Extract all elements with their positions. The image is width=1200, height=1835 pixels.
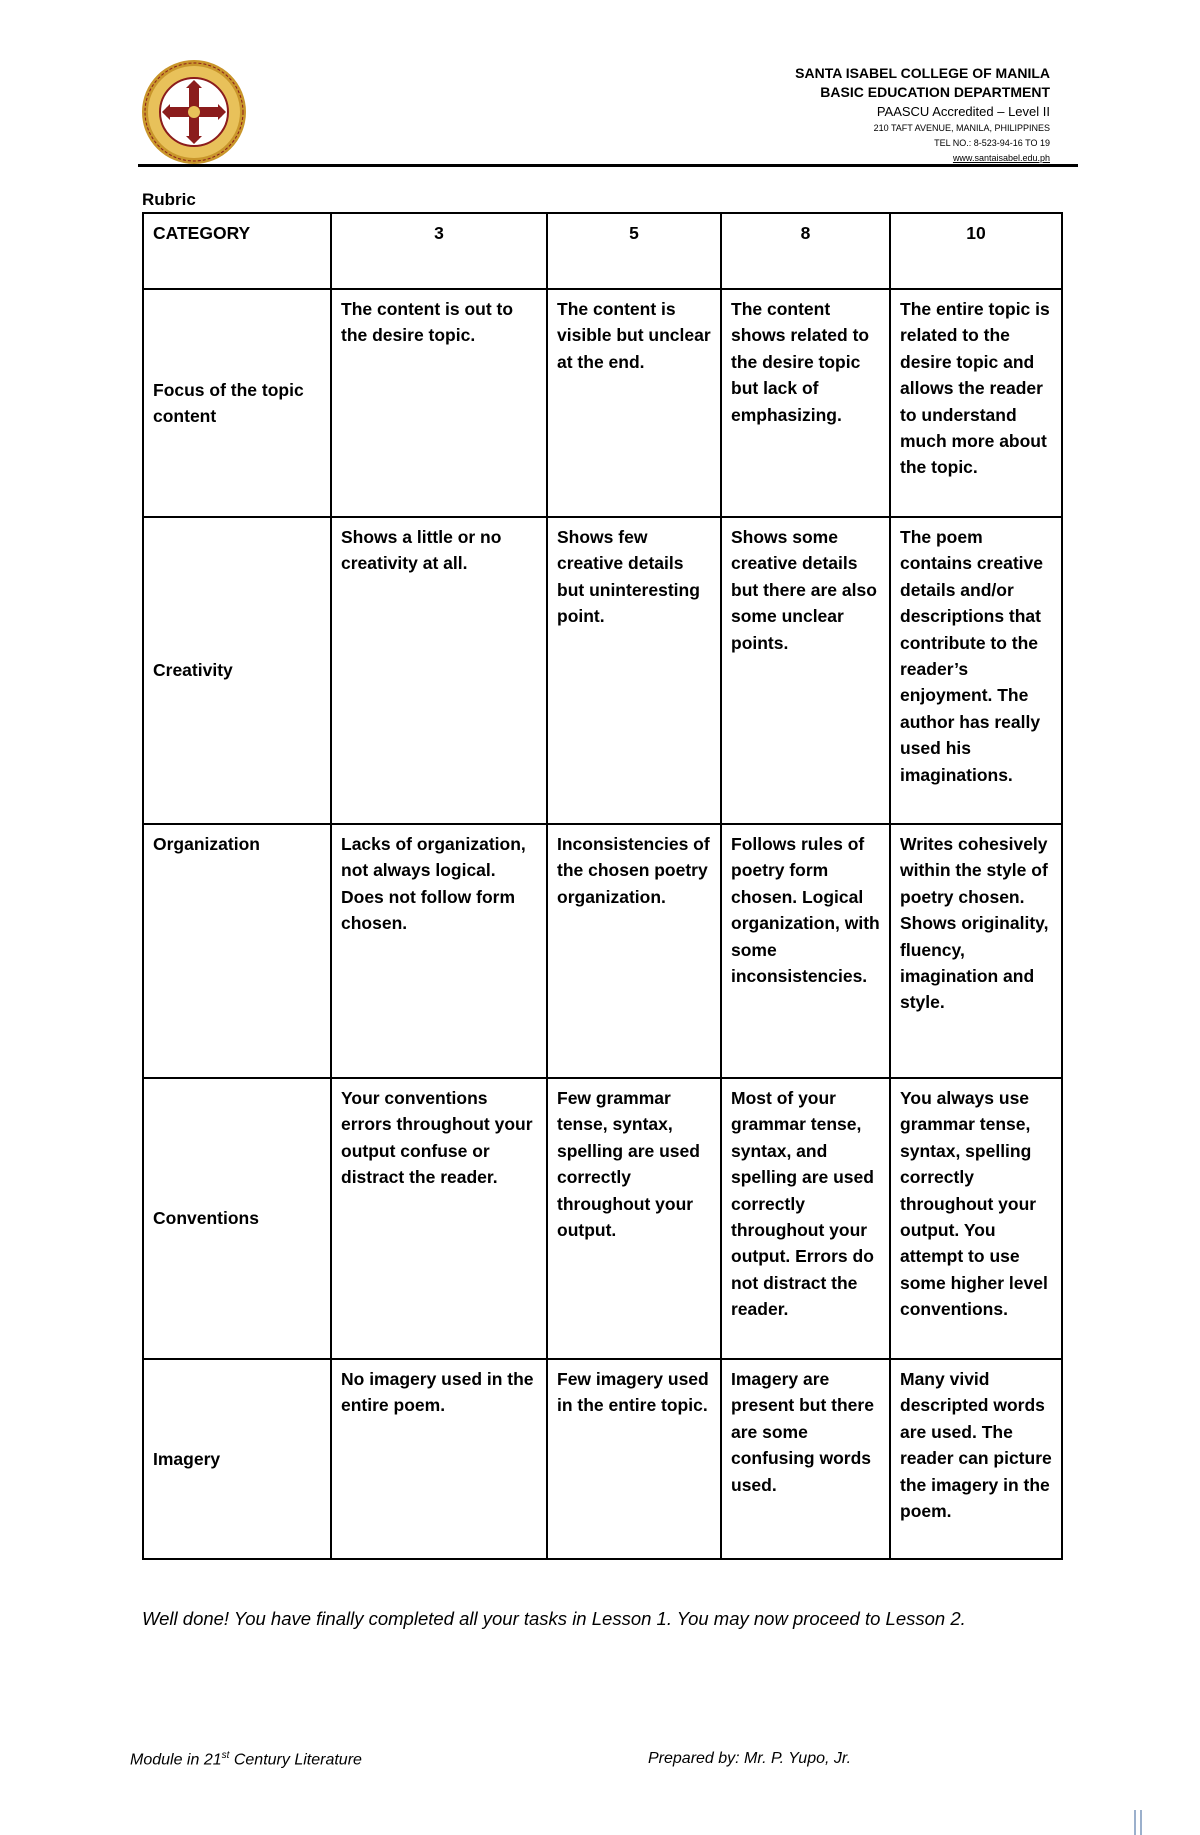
criteria-cell: Shows few creative details but uninteresting point. bbox=[547, 517, 721, 824]
phone-number: TEL NO.: 8-523-94-16 TO 19 bbox=[934, 138, 1050, 148]
criteria-cell: Most of your grammar tense, syntax, and spelling are used correctly throughout your output. Errors do not distract the reader. bbox=[721, 1078, 890, 1359]
category-cell: Focus of the topic content bbox=[143, 289, 331, 517]
criteria-cell: No imagery used in the entire poem. bbox=[331, 1359, 547, 1559]
school-header bbox=[795, 64, 1050, 166]
column-header-score: 10 bbox=[890, 213, 1062, 289]
category-cell: Imagery bbox=[143, 1359, 331, 1559]
category-cell: Organization bbox=[143, 824, 331, 1078]
page-edge-mark bbox=[1134, 1810, 1142, 1835]
criteria-cell: Writes cohesively within the style of poetry chosen. Shows originality, fluency, imagination and style. bbox=[890, 824, 1062, 1078]
school-name: SANTA ISABEL COLLEGE OF MANILA bbox=[795, 65, 1050, 81]
department-name: BASIC EDUCATION DEPARTMENT bbox=[820, 84, 1050, 100]
criteria-cell: Follows rules of poetry form chosen. Logical organization, with some inconsistencies. bbox=[721, 824, 890, 1078]
category-cell: Creativity bbox=[143, 517, 331, 824]
table-row bbox=[143, 824, 1062, 1078]
criteria-cell: Few grammar tense, syntax, spelling are used correctly throughout your output. bbox=[547, 1078, 721, 1359]
footer-module-prefix: Module in 21 bbox=[130, 1751, 222, 1769]
rubric-header-row bbox=[143, 213, 1062, 289]
footer-module-title bbox=[130, 1750, 362, 1769]
closing-note: Well done! You have finally completed all your tasks in Lesson 1. You may now proceed to Lesson 2. bbox=[142, 1608, 966, 1629]
table-row bbox=[143, 1078, 1062, 1359]
table-row bbox=[143, 289, 1062, 517]
footer-module-suffix: Century Literature bbox=[229, 1751, 362, 1769]
criteria-cell: Shows a little or no creativity at all. bbox=[331, 517, 547, 824]
footer-module-superscript: st bbox=[221, 1750, 230, 1761]
criteria-cell: Many vivid descripted words are used. The reader can picture the imagery in the poem. bbox=[890, 1359, 1062, 1559]
criteria-cell: The content is out to the desire topic. bbox=[331, 289, 547, 517]
column-header-score: 3 bbox=[331, 213, 547, 289]
category-cell: Conventions bbox=[143, 1078, 331, 1359]
website-link[interactable]: www.santaisabel.edu.ph bbox=[952, 153, 1050, 163]
criteria-cell: Your conventions errors throughout your output confuse or distract the reader. bbox=[331, 1078, 547, 1359]
table-row bbox=[143, 517, 1062, 824]
header-divider bbox=[138, 164, 1078, 167]
column-header-score: 8 bbox=[721, 213, 890, 289]
criteria-cell: Shows some creative details but there are also some unclear points. bbox=[721, 517, 890, 824]
criteria-cell: Lacks of organization, not always logical. Does not follow form chosen. bbox=[331, 824, 547, 1078]
criteria-cell: The content is visible but unclear at the end. bbox=[547, 289, 721, 517]
rubric-heading: Rubric bbox=[142, 190, 196, 209]
criteria-cell: The entire topic is related to the desire topic and allows the reader to understand much more about the topic. bbox=[890, 289, 1062, 517]
criteria-cell: You always use grammar tense, syntax, spelling correctly throughout your output. You attempt to use some higher level conventions. bbox=[890, 1078, 1062, 1359]
criteria-cell: The poem contains creative details and/or descriptions that contribute to the reader’s enjoyment. The author has really used his imaginations. bbox=[890, 517, 1062, 824]
school-seal-logo bbox=[140, 58, 248, 166]
table-row bbox=[143, 1359, 1062, 1559]
accreditation: PAASCU Accredited – Level II bbox=[876, 104, 1050, 119]
rubric-table bbox=[142, 212, 1063, 1560]
criteria-cell: The content shows related to the desire topic but lack of emphasizing. bbox=[721, 289, 890, 517]
criteria-cell: Inconsistencies of the chosen poetry organization. bbox=[547, 824, 721, 1078]
column-header-category: CATEGORY bbox=[143, 213, 331, 289]
criteria-cell: Few imagery used in the entire topic. bbox=[547, 1359, 721, 1559]
footer-prepared-by: Prepared by: Mr. P. Yupo, Jr. bbox=[648, 1750, 852, 1767]
column-header-score: 5 bbox=[547, 213, 721, 289]
criteria-cell: Imagery are present but there are some confusing words used. bbox=[721, 1359, 890, 1559]
address: 210 TAFT AVENUE, MANILA, PHILIPPINES bbox=[873, 123, 1050, 133]
